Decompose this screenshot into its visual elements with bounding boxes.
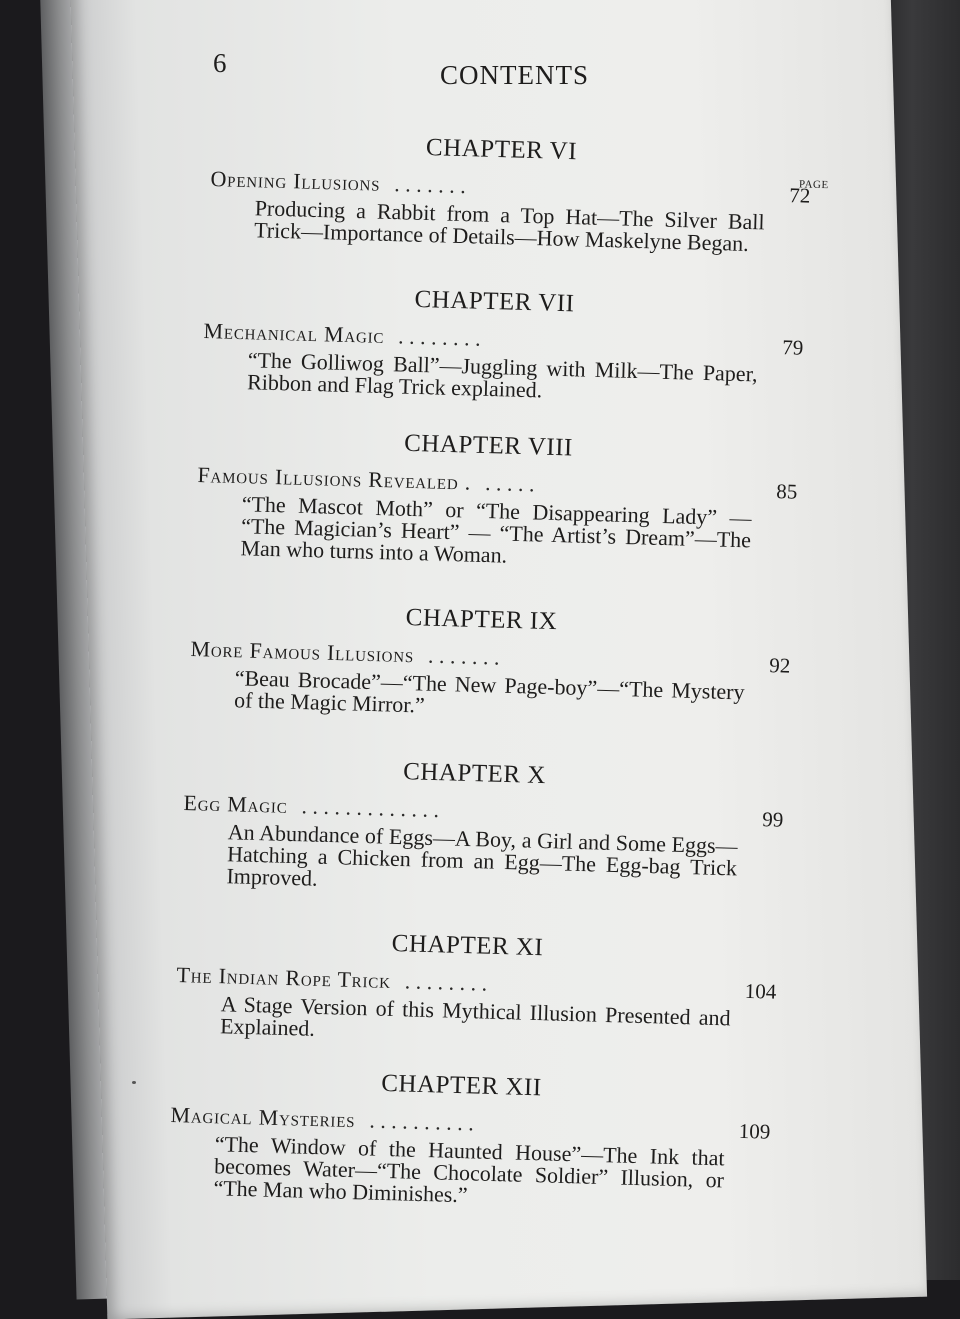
chapter-title: Magical Mysteries [170, 1101, 356, 1133]
chapter-title: Famous Illusions Revealed . [197, 461, 472, 495]
chapter-heading: CHAPTER VIII [403, 429, 574, 462]
paper-speck [132, 1081, 136, 1084]
page-reference: 99 [762, 807, 784, 832]
page-reference: 92 [769, 653, 791, 678]
chapter-heading: CHAPTER VII [414, 285, 575, 318]
dot-leaders: . . . . . . . . [404, 968, 488, 996]
dot-leaders: . . . . . . . . [397, 323, 482, 351]
chapter-ix [189, 598, 792, 727]
dot-leaders: . . . . . . . [427, 642, 500, 670]
chapter-viii [195, 424, 799, 575]
page-reference: 104 [744, 978, 777, 1004]
page-reference: 72 [789, 183, 811, 208]
chapter-title: Mechanical Magic [203, 317, 385, 349]
chapter-summary: “Beau Brocade”—“The New Page-boy”—“The Mystery of the Magic Mirror.” [233, 665, 745, 718]
chapter-summary: An Abundance of Eggs—A Boy, a Girl and Some Eggs—Hatching a Chicken from an Egg—The Egg-bag Trick Improved. [226, 819, 738, 891]
page-reference: 109 [738, 1118, 771, 1144]
chapter-x [181, 752, 785, 903]
chapter-heading: CHAPTER XI [391, 929, 544, 962]
chapter-title: Egg Magic [183, 789, 288, 818]
dot-leaders: . . . . . . . . . . . . . [301, 793, 440, 823]
chapter-title: More Famous Illusions [190, 635, 415, 668]
chapter-summary: Producing a Rabbit from a Top Hat—The Silver Ball Trick—Importance of Details—How Maskelyne Began. [253, 195, 765, 257]
chapter-heading: CHAPTER XII [380, 1069, 543, 1102]
page-reference: 79 [782, 335, 804, 360]
page-number: 6 [213, 48, 227, 78]
dot-leaders: . . . . . . . [393, 171, 467, 199]
chapter-summary: “The Mascot Moth” or “The Disappearing Lady” — “The Magician’s Heart” — “The Artist’s Dream”—The Man who turns into a Woman. [240, 491, 752, 568]
chapter-xi [175, 924, 778, 1053]
dot-leaders: . . . . . [484, 470, 535, 497]
chapter-summary: “The Window of the Haunted House”—The Ink that becomes Water—“The Chocolate Soldier” Illusion, or “The Man who Diminishes.” [213, 1131, 725, 1208]
dot-leaders: . . . . . . . . . . [369, 1107, 475, 1136]
chapter-summary: “The Golliwog Ball”—Juggling with Milk—The Paper, Ribbon and Flag Trick explained. [246, 347, 758, 403]
chapter-vii [202, 280, 805, 409]
contents-title: CONTENTS [440, 60, 589, 90]
chapter-heading: CHAPTER VI [425, 133, 578, 166]
page-column-label: PAGE [798, 178, 829, 192]
chapter-xii [168, 1064, 772, 1215]
chapter-title: The Indian Rope Trick [176, 961, 392, 993]
chapter-summary: A Stage Version of this Mythical Illusion Presented and Explained. [219, 991, 731, 1041]
chapter-title: Opening Illusions [210, 165, 381, 196]
chapter-heading: CHAPTER X [402, 758, 547, 790]
chapter-heading: CHAPTER IX [405, 603, 558, 636]
page-reference: 85 [776, 479, 798, 504]
chapter-vi [209, 128, 829, 257]
